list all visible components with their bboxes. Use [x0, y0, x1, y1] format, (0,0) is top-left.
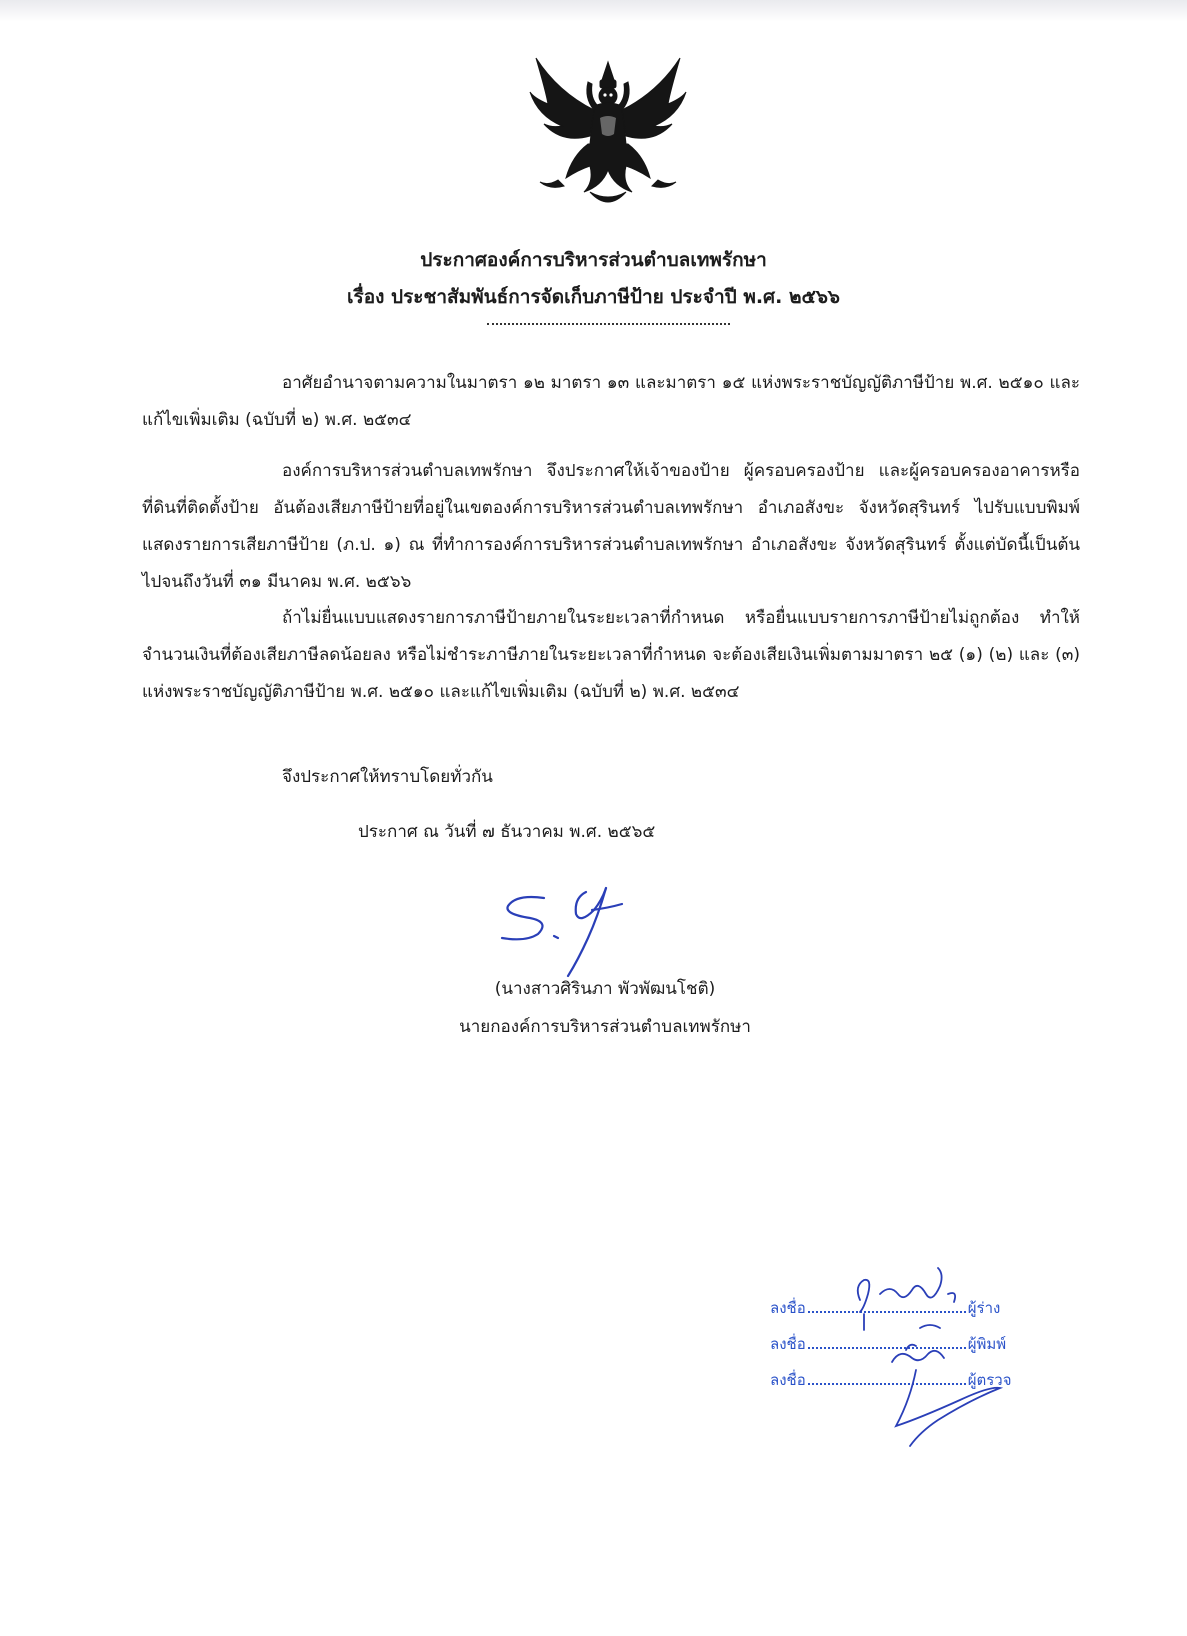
check-prefix: ลงชื่อ: [770, 1335, 806, 1353]
title-dotted-rule: [487, 323, 730, 325]
signer-name: (นางสาวศิรินภา พัวพัฒนโชติ): [494, 979, 716, 999]
check-prefix: ลงชื่อ: [770, 1371, 806, 1389]
check-suffix: ผู้ตรวจ: [967, 1371, 1012, 1389]
check-suffix: ผู้ร่าง: [967, 1299, 1001, 1317]
paragraph-announcement: องค์การบริหารส่วนตำบลเทพรักษา จึงประกาศให้เจ้าของป้าย ผู้ครอบครองป้าย และผู้ครอบครองอาคารหรือที่ดินที่ติดตั้งป้าย อันต้องเสียภาษีป้ายที่อยู่ในเขตองค์การบริหารส่วนตำบลเทพรักษา อำเภอสังขะ จังหวัดสุรินทร์ ไปรับแบบพิมพ์แสดงรายการเสียภาษีป้าย (ภ.ป. ๑) ณ ที่ทำการองค์การบริหารส่วนตำบลเทพรักษา อำเภอสังขะ จังหวัดสุรินทร์ ตั้งแต่บัดนี้เป็นต้นไปจนถึงวันที่ ๓๑ มีนาคม พ.ศ. ๒๕๖๖: [142, 461, 1080, 592]
document-subject: เรื่อง ประชาสัมพันธ์การจัดเก็บภาษีป้าย ประจำปี พ.ศ. ๒๕๖๖: [347, 286, 840, 308]
check-prefix: ลงชื่อ: [770, 1299, 806, 1317]
document-title: ประกาศองค์การบริหารส่วนตำบลเทพรักษา: [420, 249, 767, 271]
signature-icon: [498, 880, 658, 980]
garuda-emblem-icon: [528, 52, 688, 212]
scan-edge-shading: [0, 0, 1187, 22]
paragraph-penalty: ถ้าไม่ยื่นแบบแสดงรายการภาษีป้ายภายในระยะเวลาที่กำหนด หรือยื่นแบบรายการภาษีป้ายไม่ถูกต้อง ทำให้จำนวนเงินที่ต้องเสียภาษีลดน้อยลง หรือไม่ชำระภาษีภายในระยะเวลาที่กำหนด จะต้องเสียเงินเพิ่มตามมาตรา ๒๕ (๑) (๒) และ (๓) แห่งพระราชบัญญัติภาษีป้าย พ.ศ. ๒๕๑๐ และแก้ไขเพิ่มเติม (ฉบับที่ ๒) พ.ศ. ๒๕๓๔: [142, 608, 1080, 702]
announcement-date: ประกาศ ณ วันที่ ๗ ธันวาคม พ.ศ. ๒๕๖๕: [358, 822, 656, 842]
signer-title: นายกองค์การบริหารส่วนตำบลเทพรักษา: [459, 1017, 751, 1037]
paragraph-authority: อาศัยอำนาจตามความในมาตรา ๑๒ มาตรา ๑๓ และมาตรา ๑๕ แห่งพระราชบัญญัติภาษีป้าย พ.ศ. ๒๕๑๐ และแก้ไขเพิ่มเติม (ฉบับที่ ๒) พ.ศ. ๒๕๓๔: [142, 373, 1080, 430]
check-suffix: ผู้พิมพ์: [967, 1335, 1007, 1353]
initials-signatures-icon: [820, 1250, 1010, 1450]
closing-statement: จึงประกาศให้ทราบโดยทั่วกัน: [282, 767, 493, 787]
